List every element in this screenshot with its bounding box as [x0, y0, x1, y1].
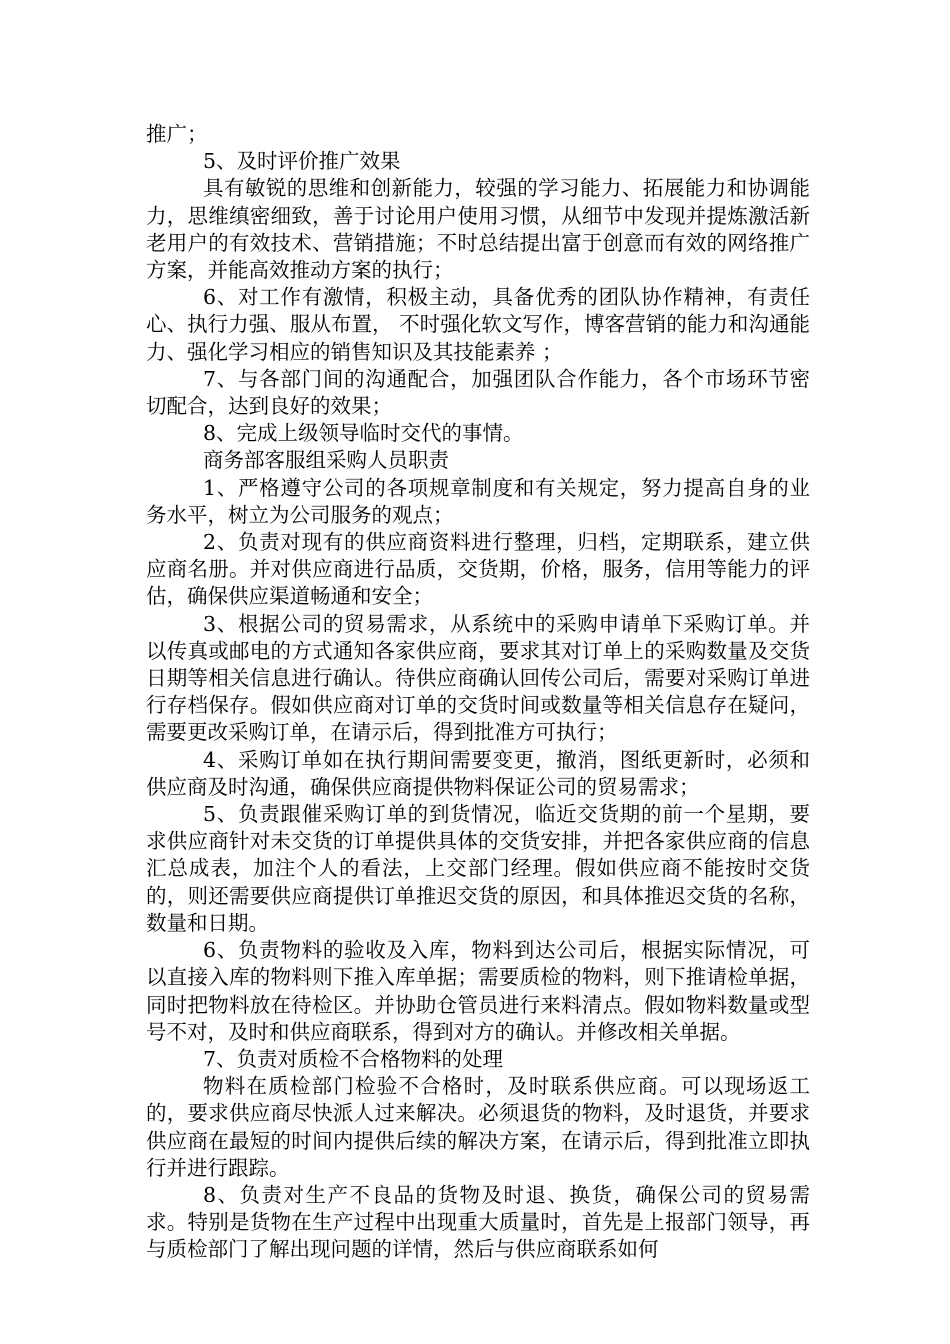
list-item: 8、完成上级领导临时交代的事情。: [203, 421, 524, 446]
paragraph: 推广；: [146, 122, 208, 146]
list-item: 5、负责跟催采购订单的到货情况，临近交货期的前一个星期，要求供应商针对未交货的订单提供具体的交货安排，并把各家供应商的信息汇总成表，加注个人的看法，上交部门经理。假如供应商不能按时交货的，则还需要供应商提供订单推迟交货的原因，和具体推迟交货的名称，数量和日期。: [146, 802, 810, 935]
list-item: 1、严格遵守公司的各项规章制度和有关规定，努力提高自身的业务水平，树立为公司服务的观点；: [146, 475, 810, 527]
section-heading: 商务部客服组采购人员职责: [203, 448, 449, 473]
list-item: 4、采购订单如在执行期间需要变更，撤消，图纸更新时，必须和供应商及时沟通，确保供应商提供物料保证公司的贸易需求；: [146, 747, 810, 799]
paragraph: 物料在质检部门检验不合格时，及时联系供应商。可以现场返工的，要求供应商尽快派人过来解决。必须退货的物料，及时退货，并要求供应商在最短的时间内提供后续的解决方案，在请示后，得到批准立即执行并进行跟踪。: [146, 1074, 810, 1180]
list-item: 2、负责对现有的供应商资料进行整理，归档，定期联系，建立供应商名册。并对供应商进行品质，交货期，价格，服务，信用等能力的评估，确保供应渠道畅通和安全；: [146, 530, 810, 609]
paragraph: 具有敏锐的思维和创新能力，较强的学习能力、拓展能力和协调能力，思维缜密细致，善于讨论用户使用习惯，从细节中发现并提炼激活新老用户的有效技术、营销措施；不时总结提出富于创意而有效的网络推广方案，并能高效推动方案的执行；: [146, 176, 810, 283]
list-item: 8、负责对生产不良品的货物及时退、换货，确保公司的贸易需求。特别是货物在生产过程中出现重大质量时，首先是上报部门领导，再与质检部门了解出现问题的详情，然后与供应商联系如何: [146, 1182, 810, 1262]
list-item: 6、对工作有激情，积极主动，具备优秀的团队协作精神，有责任心、执行力强、服从布置， 不时强化软文写作，博客营销的能力和沟通能力、强化学习相应的销售知识及其技能素养 ；: [146, 285, 810, 364]
list-item: 3、根据公司的贸易需求，从系统中的采购申请单下采购订单。并以传真或邮电的方式通知各家供应商，要求其对订单上的采购数量及交货日期等相关信息进行确认。待供应商确认回传公司后，需要对采购订单进行存档保存。假如供应商对订单的交货时间或数量等相关信息存在疑问，需要更改采购订单，在请示后，得到批准方可执行；: [146, 611, 810, 745]
list-item: 7、与各部门间的沟通配合，加强团队合作能力，各个市场环节密切配合，达到良好的效果；: [146, 366, 810, 419]
section-heading: 5、及时评价推广效果: [203, 149, 401, 174]
section-heading: 7、负责对质检不合格物料的处理: [203, 1046, 504, 1071]
document-body: [146, 121, 810, 1264]
list-item: 6、负责物料的验收及入库，物料到达公司后，根据实际情况，可以直接入库的物料则下推入库单据；需要质检的物料，则下推请检单据，同时把物料放在待检区。并协助仓管员进行来料清点。假如物料数量或型号不对，及时和供应商联系，得到对方的确认。并修改相关单据。: [146, 938, 810, 1044]
